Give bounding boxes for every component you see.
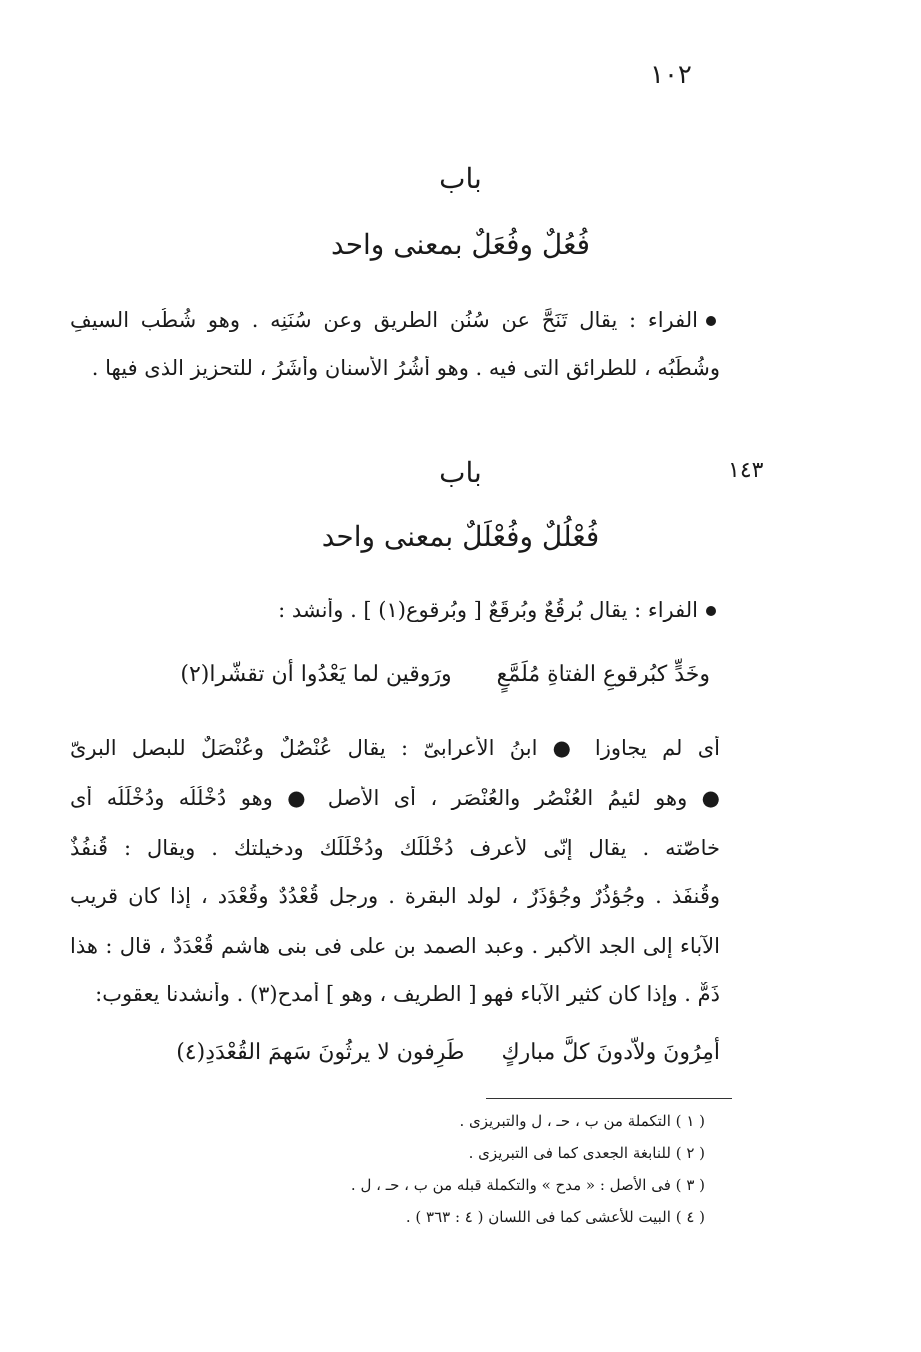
bullet-icon (706, 316, 716, 326)
section-1-heading: باب (439, 162, 482, 195)
verse-1 (90, 662, 710, 687)
footnote-2: ( ٢ ) للنابغة الجعدى كما فى التبريزى . (468, 1144, 705, 1162)
page-number: ١٠٢ (650, 60, 692, 90)
verse-2-left-hemistich: طَرِفون لا يرثُونَ سَهمَ القُعْدَدِ(٤) (176, 1040, 465, 1065)
verse-1-right-hemistich: وخَدٍّ كبُرقوعِ الفتاةِ مُلَمَّعٍ (496, 662, 710, 687)
section-2-intro-text: الفراء : يقال بُرقُعٌ وبُرقَعٌ [ وبُرقوع(١) ] . وأنشد : (278, 598, 698, 622)
footnote-4: ( ٤ ) البيت للأعشى كما فى اللسان ( ٤ : ٣٦٣ ) . (405, 1208, 705, 1226)
section-2-body-line-5: الآباء إلى الجد الأكبر . وعبد الصمد بن على فى بنى هاشم قُعْدَدٌ ، قال : هذا (70, 934, 720, 958)
section-1-subheading: فُعُلٌ وفُعَلٌ بمعنى واحد (331, 228, 590, 261)
footnote-1: ( ١ ) التكملة من ب ، حـ ، ل والتبريزى . (459, 1112, 705, 1130)
footnote-3: ( ٣ ) فى الأصل : « مدح » والتكملة قبله من ب ، حـ ، ل . (350, 1176, 705, 1194)
footnote-divider (486, 1098, 732, 1099)
section-1-line-2: وشُطَبُه ، للطرائق التى فيه . وهو أُشُرُ الأسنان وأُشَرُ ، للتحزيز الذى فيها . (91, 356, 720, 380)
section-2-subheading: فُعْلُلٌ وفُعْلَلٌ بمعنى واحد (321, 520, 600, 553)
verse-2-right-hemistich: أمِرُونَ ولاّدونَ كلَّ مباركٍ (501, 1040, 720, 1065)
section-2-body-line-6: ذَمٌّ . وإذا كان كثير الآباء فهو [ الطريف ، وهو ] أمدح(٣) . وأنشدنا يعقوب: (95, 982, 720, 1006)
section-1-line-1-text: الفراء : يقال تَنَحَّ عن سُنُنِ الطريق وعن سُنَنِه . وهو شُطُب السيفِ (70, 308, 698, 332)
section-2-body-line-1: أى لم يجاوزا ● ابنُ الأعرابىّ : يقال عُنْصُلٌ وعُنْصَلٌ للبصل البرىّ (70, 736, 720, 760)
verse-1-left-hemistich: ورَوقين لما يَعْدُوا أن تقشّرا(٢) (180, 662, 452, 687)
verse-2 (80, 1040, 720, 1065)
section-2-intro (70, 598, 720, 622)
bullet-icon (706, 606, 716, 616)
section-2-body-line-4: وقُنفَذ . وجُؤذُرٌ وجُؤذَرٌ ، لولد البقرة . ورجل قُعْدُدٌ وقُعْدَد ، إذا كان قريب (70, 884, 720, 908)
section-2-body-line-3: خاصّته . يقال إنّى لأعرف دُخْلُلَك ودُخْلَلَك ودخيلتك . ويقال : قُنفُذٌ (70, 836, 720, 860)
section-2-body-line-2: ● وهو لئيمُ العُنْصُر والعُنْصَر ، أى الأصل ● وهو دُخْلُلُه ودُخْلَلُه أى (70, 786, 720, 810)
section-1-line-1 (70, 308, 720, 332)
section-2-heading: باب (439, 456, 482, 489)
section-number: ١٤٣ (728, 458, 764, 483)
